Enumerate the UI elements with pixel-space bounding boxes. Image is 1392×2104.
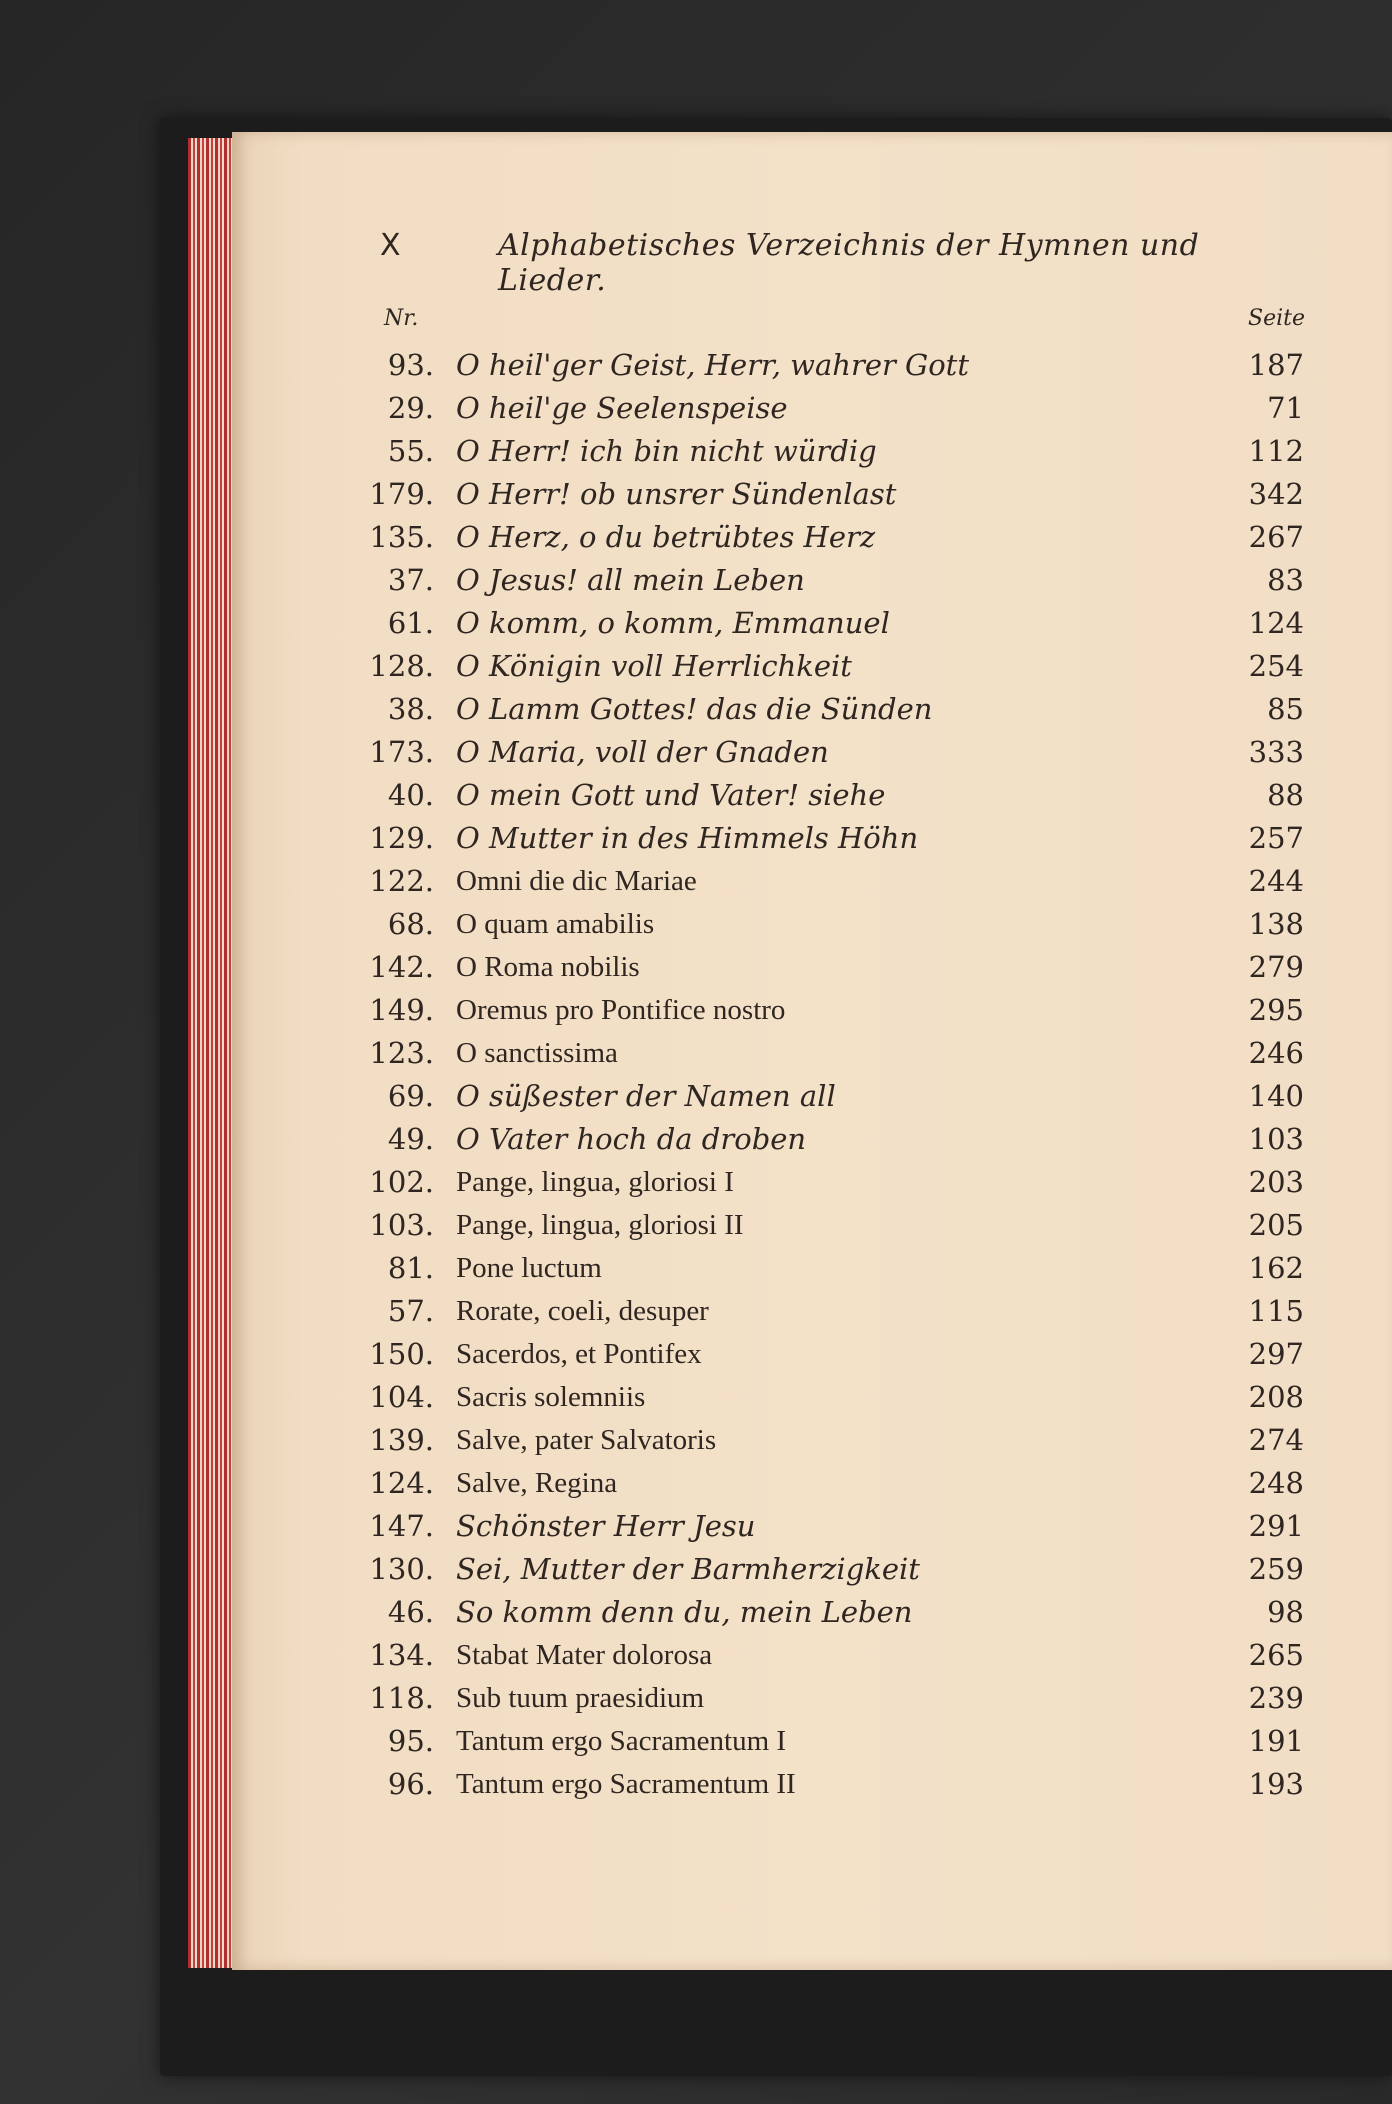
entry-title: O süßester der Namen all <box>456 1079 836 1113</box>
entry-number: 37. <box>387 563 434 597</box>
entry-page: 88 <box>1267 778 1304 812</box>
entry-title: O Herr! ob unsrer Sündenlast <box>456 477 897 511</box>
entry-page: 244 <box>1248 864 1304 898</box>
entry-number: 93. <box>387 348 434 382</box>
entry-title: Oremus pro Pontifice nostro <box>456 994 786 1026</box>
list-item <box>330 1376 1330 1419</box>
entry-title: Sacris solemniis <box>456 1381 646 1413</box>
entry-page: 191 <box>1248 1724 1304 1758</box>
entry-number: 118. <box>369 1681 434 1715</box>
entry-page: 246 <box>1248 1036 1304 1070</box>
column-header-nr: Nr. <box>384 306 419 331</box>
entry-title: O Vater hoch da droben <box>456 1122 807 1156</box>
list-item <box>330 903 1330 946</box>
entry-number: 69. <box>387 1079 434 1113</box>
entry-title: Sei, Mutter der Barmherzigkeit <box>456 1552 920 1586</box>
list-item <box>330 817 1330 860</box>
list-item <box>330 1763 1330 1806</box>
entry-title: O Roma nobilis <box>456 951 640 983</box>
list-item <box>330 989 1330 1032</box>
entry-page: 274 <box>1248 1423 1304 1457</box>
entry-title: O Jesus! all mein Leben <box>456 563 805 597</box>
list-item <box>330 645 1330 688</box>
list-item <box>330 688 1330 731</box>
entry-number: 147. <box>369 1509 434 1543</box>
list-item <box>330 731 1330 774</box>
entry-page: 267 <box>1248 520 1304 554</box>
entry-title: O heil'ge Seelenspeise <box>456 391 788 425</box>
list-item <box>330 1118 1330 1161</box>
entry-number: 150. <box>369 1337 434 1371</box>
entry-page: 140 <box>1248 1079 1304 1113</box>
list-item <box>330 1548 1330 1591</box>
entry-number: 96. <box>387 1767 434 1801</box>
list-item <box>330 1591 1330 1634</box>
entry-page: 279 <box>1248 950 1304 984</box>
entry-page: 259 <box>1248 1552 1304 1586</box>
entry-number: 139. <box>369 1423 434 1457</box>
page-title: Alphabetisches Verzeichnis der Hymnen und Lieder. <box>498 228 1200 298</box>
entry-title: O Königin voll Herrlichkeit <box>456 649 852 683</box>
entry-page: 83 <box>1267 563 1304 597</box>
entry-title: Tantum ergo Sacramentum I <box>456 1725 787 1757</box>
entry-title: Pange, lingua, gloriosi I <box>456 1166 734 1198</box>
list-item <box>330 516 1330 559</box>
list-item <box>330 946 1330 989</box>
entry-page: 203 <box>1248 1165 1304 1199</box>
list-item <box>330 1634 1330 1677</box>
entry-title: Sub tuum praesidium <box>456 1682 705 1714</box>
entry-page: 71 <box>1267 391 1304 425</box>
entry-number: 46. <box>387 1595 434 1629</box>
entry-title: O Lamm Gottes! das die Sünden <box>456 692 933 726</box>
page-number: X <box>380 228 401 263</box>
entry-title: Tantum ergo Sacramentum II <box>456 1768 796 1800</box>
entry-number: 57. <box>387 1294 434 1328</box>
list-item <box>330 1247 1330 1290</box>
entry-page: 297 <box>1248 1337 1304 1371</box>
list-item <box>330 860 1330 903</box>
list-item <box>330 430 1330 473</box>
entry-number: 29. <box>387 391 434 425</box>
entry-title: O komm, o komm, Emmanuel <box>456 606 890 640</box>
entry-number: 122. <box>369 864 434 898</box>
list-item <box>330 1419 1330 1462</box>
entry-page: 124 <box>1248 606 1304 640</box>
entry-number: 142. <box>369 950 434 984</box>
entry-number: 123. <box>369 1036 434 1070</box>
entry-title: O mein Gott und Vater! siehe <box>456 778 886 812</box>
entry-number: 179. <box>369 477 434 511</box>
entry-title: Rorate, coeli, desuper <box>456 1295 709 1327</box>
entry-title: Salve, Regina <box>456 1467 618 1499</box>
list-item <box>330 387 1330 430</box>
entry-page: 208 <box>1248 1380 1304 1414</box>
list-item <box>330 1032 1330 1075</box>
entry-number: 124. <box>369 1466 434 1500</box>
entry-page: 112 <box>1248 434 1304 468</box>
index-list <box>330 344 1330 1806</box>
entry-title: Salve, pater Salvatoris <box>456 1424 717 1456</box>
list-item <box>330 1204 1330 1247</box>
entry-page: 239 <box>1248 1681 1304 1715</box>
entry-number: 68. <box>387 907 434 941</box>
entry-title: Pange, lingua, gloriosi II <box>456 1209 744 1241</box>
entry-page: 291 <box>1248 1509 1304 1543</box>
entry-title: Stabat Mater dolorosa <box>456 1639 713 1671</box>
entry-page: 342 <box>1248 477 1304 511</box>
entry-number: 49. <box>387 1122 434 1156</box>
entry-page: 162 <box>1248 1251 1304 1285</box>
page-header <box>380 228 1200 298</box>
entry-title: So komm denn du, mein Leben <box>456 1595 913 1629</box>
entry-number: 173. <box>369 735 434 769</box>
entry-number: 134. <box>369 1638 434 1672</box>
entry-title: O quam amabilis <box>456 908 655 940</box>
list-item <box>330 1505 1330 1548</box>
entry-page: 205 <box>1248 1208 1304 1242</box>
list-item <box>330 1161 1330 1204</box>
entry-number: 102. <box>369 1165 434 1199</box>
column-header-seite: Seite <box>1248 306 1305 331</box>
entry-page: 193 <box>1248 1767 1304 1801</box>
list-item <box>330 344 1330 387</box>
entry-number: 81. <box>387 1251 434 1285</box>
entry-number: 55. <box>387 434 434 468</box>
entry-page: 257 <box>1248 821 1304 855</box>
entry-title: O Maria, voll der Gnaden <box>456 735 829 769</box>
entry-page: 248 <box>1248 1466 1304 1500</box>
entry-page: 138 <box>1248 907 1304 941</box>
entry-page: 103 <box>1248 1122 1304 1156</box>
entry-number: 104. <box>369 1380 434 1414</box>
entry-title: Schönster Herr Jesu <box>456 1509 756 1543</box>
list-item <box>330 1462 1330 1505</box>
entry-number: 40. <box>387 778 434 812</box>
list-item <box>330 1075 1330 1118</box>
entry-title: O Herr! ich bin nicht würdig <box>456 434 877 468</box>
list-item <box>330 1290 1330 1333</box>
list-item <box>330 602 1330 645</box>
entry-title: O Herz, o du betrübtes Herz <box>456 520 876 554</box>
entry-page: 265 <box>1248 1638 1304 1672</box>
entry-number: 103. <box>369 1208 434 1242</box>
entry-title: Omni die dic Mariae <box>456 865 697 897</box>
entry-title: O heil'ger Geist, Herr, wahrer Gott <box>456 348 969 382</box>
entry-page: 85 <box>1267 692 1304 726</box>
entry-number: 128. <box>369 649 434 683</box>
entry-page: 254 <box>1248 649 1304 683</box>
entry-number: 129. <box>369 821 434 855</box>
list-item <box>330 1720 1330 1763</box>
entry-title: O Mutter in des Himmels Höhn <box>456 821 919 855</box>
entry-page: 333 <box>1248 735 1304 769</box>
entry-title: Sacerdos, et Pontifex <box>456 1338 702 1370</box>
entry-number: 149. <box>369 993 434 1027</box>
list-item <box>330 559 1330 602</box>
entry-title: O sanctissima <box>456 1037 618 1069</box>
entry-page: 295 <box>1248 993 1304 1027</box>
list-item <box>330 1333 1330 1376</box>
entry-number: 61. <box>387 606 434 640</box>
list-item <box>330 774 1330 817</box>
entry-number: 95. <box>387 1724 434 1758</box>
list-item <box>330 1677 1330 1720</box>
entry-number: 38. <box>387 692 434 726</box>
entry-page: 98 <box>1267 1595 1304 1629</box>
entry-title: Pone luctum <box>456 1252 602 1284</box>
entry-number: 130. <box>369 1552 434 1586</box>
entry-page: 115 <box>1248 1294 1304 1328</box>
entry-number: 135. <box>369 520 434 554</box>
entry-page: 187 <box>1248 348 1304 382</box>
list-item <box>330 473 1330 516</box>
